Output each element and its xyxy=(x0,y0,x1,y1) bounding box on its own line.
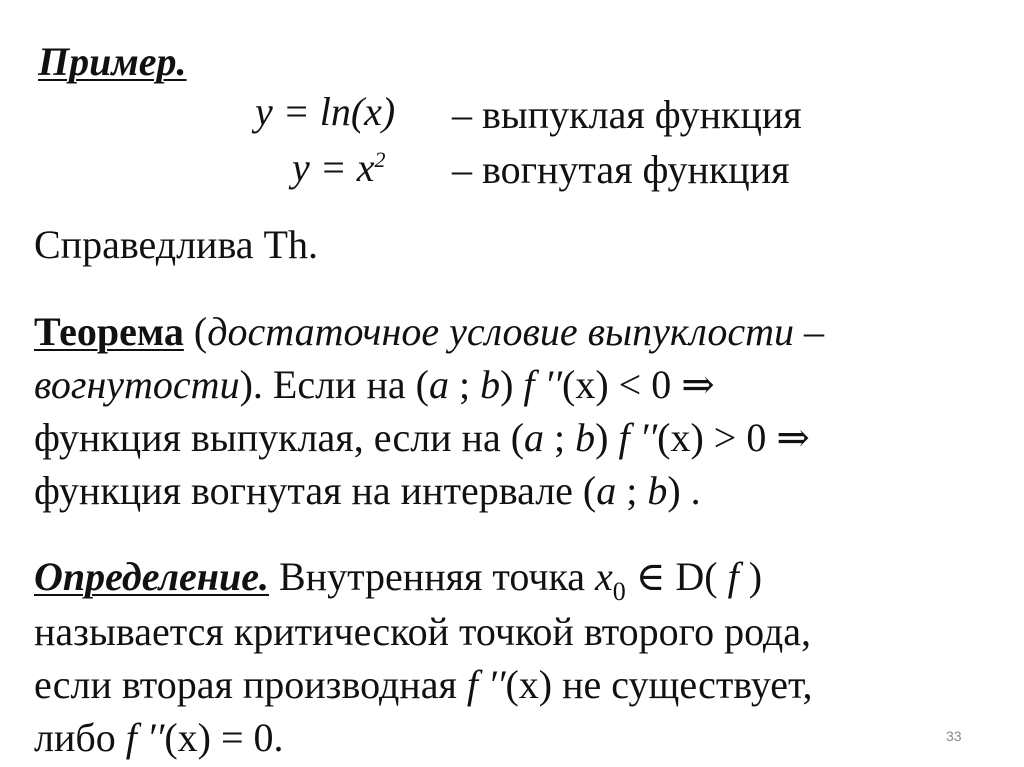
formula-square xyxy=(292,145,386,190)
definition-close: ) xyxy=(738,554,763,599)
example-heading-text: Пример. xyxy=(38,39,187,84)
theorem-intro-line xyxy=(34,222,318,267)
theorem-fpp: f ′′ xyxy=(523,362,563,407)
theorem-gt-zero: > 0 ⇒ xyxy=(703,415,810,460)
theorem-close: ) xyxy=(500,362,524,407)
theorem-concavity-italic: вогнутости xyxy=(34,362,240,407)
theorem-xparen: (x) xyxy=(562,362,609,407)
theorem-xparen-2: (x) xyxy=(657,415,704,460)
definition-in-domain: ∈ D( xyxy=(625,554,728,599)
formula-ln xyxy=(255,89,396,134)
theorem-lt-zero: < 0 ⇒ xyxy=(608,362,715,407)
definition-critical-text: называется критической точкой второго рода, xyxy=(34,609,812,654)
theorem-label: Теорема xyxy=(34,309,184,354)
theorem-line-3 xyxy=(34,415,810,460)
page-number xyxy=(946,728,962,744)
convex-label-text: – выпуклая функция xyxy=(452,92,802,137)
definition-line-4 xyxy=(34,715,284,760)
definition-xparen-2: (x) xyxy=(164,715,211,760)
theorem-intro-text: Справедлива Th. xyxy=(34,222,318,267)
definition-not-exist: не существует, xyxy=(552,662,813,707)
theorem-sep-3: ; xyxy=(616,468,648,513)
definition-second-derivative: если вторая производная xyxy=(34,662,467,707)
definition-line-3 xyxy=(34,662,813,707)
definition-or: либо xyxy=(34,715,126,760)
example-heading xyxy=(38,39,187,84)
formula-square-text: y = x xyxy=(292,145,375,190)
theorem-b-2: b xyxy=(575,415,596,460)
definition-label: Определение. xyxy=(34,554,269,599)
definition-line-2 xyxy=(34,609,812,654)
theorem-end: ) . xyxy=(667,468,701,513)
formula-ln-text: y = ln(x) xyxy=(255,89,396,134)
concave-label xyxy=(452,147,790,192)
definition-line-1 xyxy=(34,554,763,606)
theorem-a: a xyxy=(428,362,449,407)
theorem-a-3: a xyxy=(596,468,617,513)
definition-equals-zero: = 0. xyxy=(210,715,284,760)
theorem-sep: ; xyxy=(448,362,481,407)
theorem-paren-open: ( xyxy=(193,309,208,354)
definition-intro: Внутренняя точка xyxy=(268,554,596,599)
theorem-convex-if: функция выпуклая, если на ( xyxy=(34,415,525,460)
theorem-b: b xyxy=(480,362,501,407)
theorem-fpp-2: f ′′ xyxy=(618,415,658,460)
definition-xparen: (x) xyxy=(505,662,553,707)
theorem-line-4 xyxy=(34,468,701,513)
definition-fpp-2: f ′′ xyxy=(125,715,165,760)
theorem-a-2: a xyxy=(524,415,545,460)
definition-fpp: f ′′ xyxy=(466,662,506,707)
theorem-line-1 xyxy=(34,309,824,354)
definition-f: f xyxy=(727,554,739,599)
theorem-condition-italic: достаточное условие выпуклости – xyxy=(207,309,824,354)
theorem-b-3: b xyxy=(647,468,668,513)
theorem-concave-interval: функция вогнутая на интервале ( xyxy=(34,468,597,513)
page-number-text: 33 xyxy=(946,728,962,744)
definition-x0-subscript: 0 xyxy=(612,577,626,606)
theorem-if-on: ). Если на ( xyxy=(239,362,429,407)
theorem-close-2: ) xyxy=(595,415,619,460)
convex-label xyxy=(452,92,802,137)
theorem-line-2 xyxy=(34,362,715,407)
concave-label-text: – вогнутая функция xyxy=(452,147,790,192)
formula-square-exponent: 2 xyxy=(374,147,386,172)
theorem-sep-2: ; xyxy=(544,415,576,460)
definition-x0: x xyxy=(595,554,613,599)
